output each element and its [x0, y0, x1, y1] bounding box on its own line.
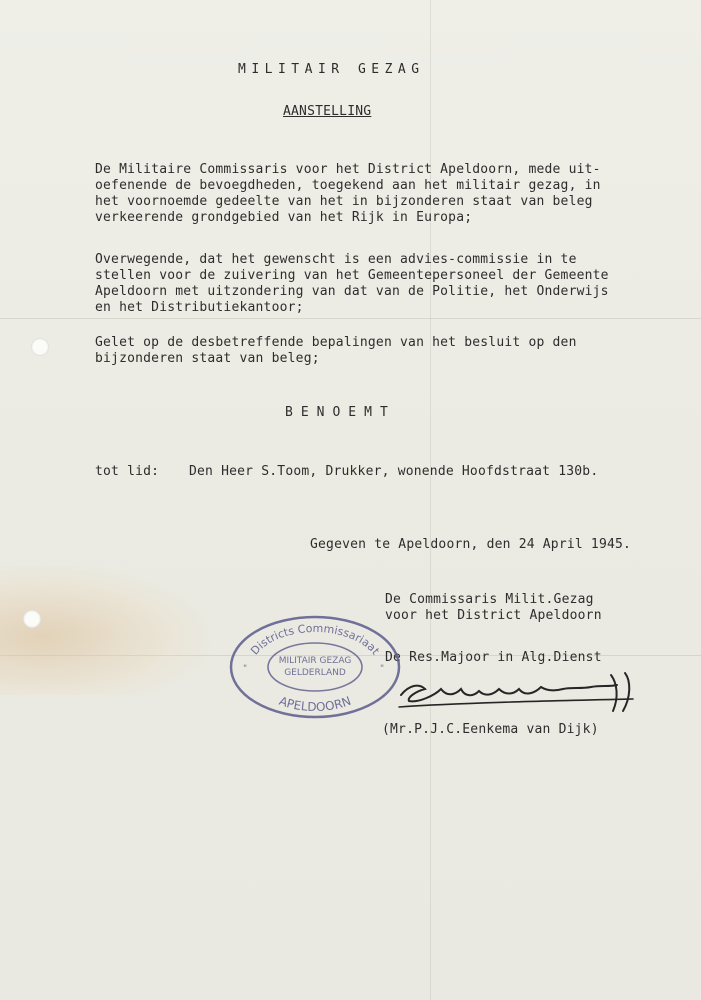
stamp-center-line: MILITAIR GEZAG — [278, 656, 352, 666]
signatory-name: (Mr.P.J.C.Eenkema van Dijk) — [382, 722, 599, 737]
stamp-decoration: " — [380, 664, 385, 674]
dateline: Gegeven te Apeldoorn, den 24 April 1945. — [310, 537, 632, 552]
text-line: en het Distributiekantoor; — [95, 300, 304, 315]
text-line: Overwegende, dat het gewenscht is een advies-commissie in te — [95, 252, 577, 267]
paper-fold — [430, 0, 431, 1000]
stamp-bottom-text: APELDOORN — [277, 693, 353, 715]
official-stamp — [229, 615, 401, 720]
text-line: oefenende de bevoegdheden, toegekend aan het militair gezag, in — [95, 178, 601, 193]
text-line: Apeldoorn met uitzondering van dat van de Politie, het Onderwijs — [95, 284, 609, 299]
text-line: het voornoemde gedeelte van het in bijzonderen staat van beleg — [95, 194, 593, 209]
text-line: De Militaire Commissaris voor het District Apeldoorn, mede uit- — [95, 162, 601, 177]
signatory-line: De Commissaris Milit.Gezag — [385, 592, 594, 607]
appointment-label: tot lid: — [95, 464, 160, 479]
punch-hole — [23, 610, 41, 628]
text-line: bijzonderen staat van beleg; — [95, 351, 320, 366]
stamp-decoration: " — [243, 664, 248, 674]
document-heading: MILITAIR GEZAG — [238, 62, 425, 77]
text-line: stellen voor de zuivering van het Gemeentepersoneel der Gemeente — [95, 268, 609, 283]
text-line: Gelet op de desbetreffende bepalingen van het besluit op den — [95, 335, 577, 350]
paper-stain — [0, 565, 210, 695]
signatory-line: voor het District Apeldoorn — [385, 608, 602, 623]
stamp-top-text: Districts Commissariaat — [248, 621, 383, 658]
signatory-rank: De Res.Majoor in Alg.Dienst — [385, 650, 602, 665]
document-subheading: AANSTELLING — [283, 104, 372, 119]
text-line: verkeerende grondgebied van het Rijk in Europa; — [95, 210, 473, 225]
paper-fold — [0, 318, 701, 319]
handwritten-signature — [395, 667, 640, 717]
stamp-center-line: GELDERLAND — [284, 668, 346, 678]
benoemt-heading: BENOEMT — [285, 405, 396, 420]
appointment-text: Den Heer S.Toom, Drukker, wonende Hoofdstraat 130b. — [189, 464, 599, 479]
punch-hole — [31, 338, 49, 356]
